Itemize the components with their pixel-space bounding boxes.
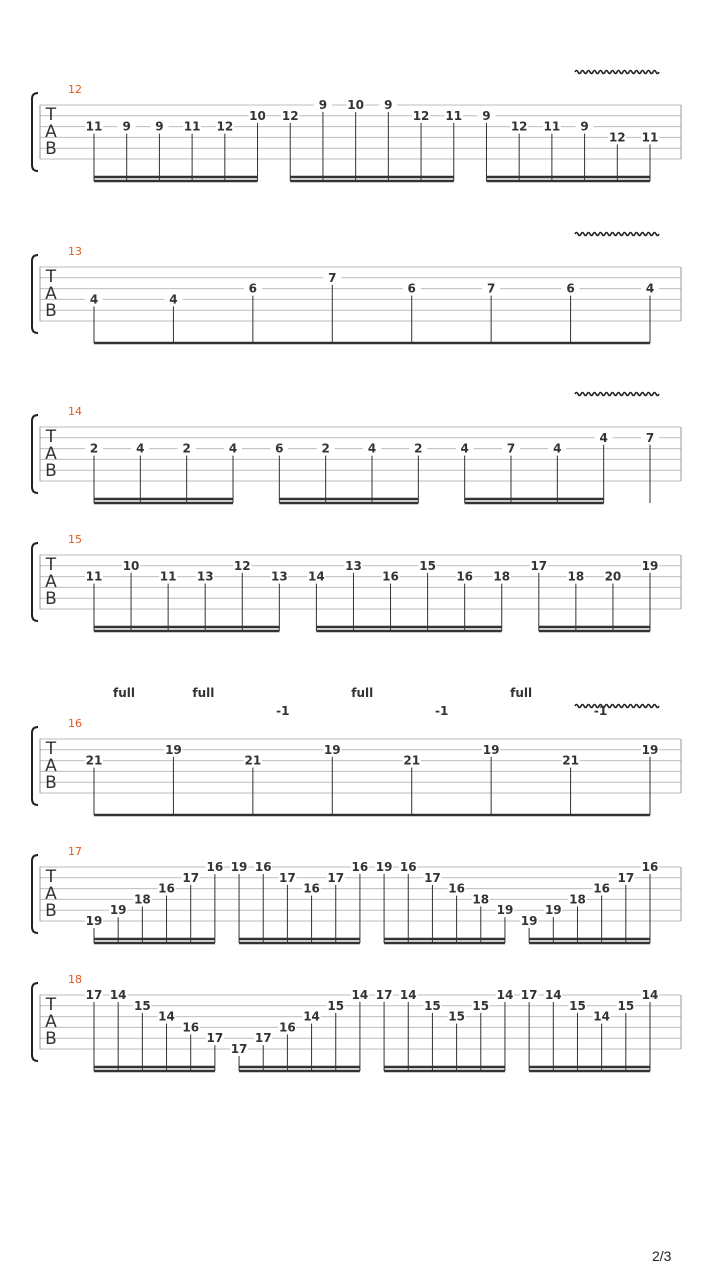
fret-number: 11: [543, 119, 561, 134]
fret-number: 21: [403, 753, 421, 768]
fret-number: 20: [604, 569, 622, 584]
system-bracket: [32, 415, 38, 493]
system-bracket: [32, 727, 38, 805]
tab-clef-letter: A: [45, 122, 57, 142]
fret-number: 17: [520, 988, 538, 1002]
tab-clef-letter: T: [45, 739, 57, 759]
system-bracket: [32, 855, 38, 933]
fret-number: 6: [566, 281, 575, 296]
fret-number: 13: [345, 558, 362, 573]
fret-number: 6: [407, 281, 416, 296]
fret-number: 21: [562, 753, 579, 768]
fret-number: 14: [308, 569, 325, 584]
bend-label: -1: [593, 704, 608, 718]
fret-number: 15: [472, 998, 490, 1013]
fret-number: 10: [122, 558, 140, 573]
fret-number: 18: [567, 569, 585, 584]
fret-number: 19: [641, 558, 659, 573]
fret-number: 17: [254, 1031, 272, 1046]
fret-number: 6: [275, 441, 284, 456]
fret-number: 13: [270, 569, 288, 584]
fret-number: 16: [279, 1020, 296, 1035]
fret-number: 15: [617, 998, 635, 1013]
fret-number: 4: [645, 281, 655, 296]
fret-number: 9: [155, 119, 164, 134]
fret-number: 12: [510, 119, 528, 134]
tab-clef-letter: T: [45, 427, 57, 447]
fret-number: 14: [593, 1009, 611, 1024]
fret-number: 17: [327, 870, 345, 885]
page-number: 2/3: [652, 1248, 672, 1264]
fret-number: 19: [230, 860, 248, 874]
fret-number: 14: [303, 1009, 320, 1024]
fret-number: 9: [580, 119, 589, 134]
fret-number: 15: [448, 1009, 465, 1024]
measure-number: 17: [68, 845, 82, 858]
fret-number: 7: [506, 441, 516, 456]
fret-number: 12: [608, 130, 626, 145]
fret-number: 2: [321, 441, 330, 456]
fret-number: 17: [230, 1042, 248, 1056]
fret-number: 19: [496, 903, 514, 918]
fret-number: 14: [158, 1009, 175, 1024]
fret-number: 12: [216, 119, 234, 134]
measure-number: 18: [68, 973, 82, 986]
fret-number: 14: [399, 988, 417, 1002]
tab-clef-letter: T: [45, 267, 57, 287]
fret-number: 19: [109, 903, 127, 918]
tab-clef-letter: T: [45, 867, 57, 887]
fret-number: 4: [367, 441, 377, 456]
fret-number: 19: [482, 742, 500, 757]
measure-number: 15: [68, 533, 82, 546]
fret-number: 11: [641, 130, 659, 145]
fret-number: 4: [136, 441, 145, 456]
vibrato-mark: [575, 71, 659, 74]
bend-label: full: [351, 686, 374, 700]
tab-clef-letter: A: [45, 284, 57, 304]
fret-number: 18: [493, 569, 511, 584]
tab-clef-letter: B: [45, 139, 57, 159]
fret-number: 19: [520, 914, 538, 928]
fret-number: 19: [375, 860, 393, 874]
fret-number: 12: [412, 108, 430, 123]
fret-number: 11: [445, 108, 463, 123]
tab-clef-letter: B: [45, 1029, 57, 1049]
fret-number: 6: [248, 281, 258, 296]
fret-number: 14: [109, 988, 127, 1002]
fret-number: 19: [544, 903, 562, 918]
fret-number: 19: [323, 742, 341, 757]
fret-number: 11: [183, 119, 201, 134]
fret-number: 17: [279, 870, 296, 885]
fret-number: 7: [486, 281, 496, 296]
fret-number: 13: [196, 569, 214, 584]
tab-clef-letter: B: [45, 589, 57, 609]
fret-number: 14: [496, 988, 514, 1002]
fret-number: 16: [158, 881, 175, 896]
tab-clef-letter: B: [45, 461, 57, 481]
fret-number: 16: [303, 881, 320, 896]
fret-number: 16: [351, 860, 369, 874]
fret-number: 2: [89, 441, 99, 456]
fret-number: 12: [233, 558, 251, 573]
fret-number: 15: [133, 998, 151, 1013]
fret-number: 14: [641, 988, 659, 1002]
fret-number: 16: [399, 860, 417, 874]
system-bracket: [32, 543, 38, 621]
fret-number: 15: [569, 998, 586, 1013]
fret-number: 14: [544, 988, 562, 1002]
fret-number: 18: [133, 892, 151, 907]
fret-number: 12: [281, 108, 299, 123]
fret-number: 17: [85, 988, 103, 1002]
bend-label: -1: [435, 704, 449, 718]
system-bracket: [32, 983, 38, 1061]
system-bracket: [32, 255, 38, 333]
measure-number: 12: [68, 83, 82, 96]
tab-clef-letter: A: [45, 884, 57, 904]
fret-number: 16: [641, 860, 659, 874]
tab-clef-letter: T: [45, 555, 57, 575]
fret-number: 4: [228, 441, 238, 456]
fret-number: 17: [530, 558, 548, 573]
measure-number: 14: [68, 405, 82, 418]
fret-number: 21: [244, 753, 262, 768]
fret-number: 16: [182, 1020, 200, 1035]
fret-number: 4: [89, 292, 99, 307]
fret-number: 14: [351, 988, 369, 1002]
fret-number: 16: [593, 881, 611, 896]
fret-number: 10: [347, 98, 364, 112]
fret-number: 16: [448, 881, 465, 896]
bend-label: full: [192, 686, 215, 700]
fret-number: 4: [460, 441, 469, 456]
measure-number: 16: [68, 717, 82, 730]
fret-number: 15: [424, 998, 441, 1013]
fret-number: 18: [472, 892, 490, 907]
tab-clef-letter: B: [45, 901, 57, 921]
fret-number: 4: [599, 430, 608, 445]
fret-number: 16: [254, 860, 272, 874]
vibrato-mark: [575, 233, 659, 236]
tab-clef-letter: A: [45, 444, 57, 464]
fret-number: 4: [553, 441, 562, 456]
fret-number: 19: [165, 742, 182, 757]
fret-number: 9: [384, 98, 393, 112]
fret-number: 19: [85, 914, 103, 928]
vibrato-mark: [575, 393, 659, 396]
fret-number: 7: [328, 270, 337, 285]
fret-number: 2: [414, 441, 423, 456]
bend-label: full: [113, 686, 135, 700]
fret-number: 15: [419, 558, 436, 573]
system-bracket: [32, 93, 38, 171]
fret-number: 11: [85, 569, 103, 584]
tab-clef-letter: T: [45, 105, 57, 125]
fret-number: 9: [122, 119, 131, 134]
fret-number: 2: [182, 441, 191, 456]
fret-number: 18: [569, 892, 586, 907]
tab-clef-letter: T: [45, 995, 57, 1015]
tab-clef-letter: B: [45, 301, 57, 321]
bend-label: -1: [276, 704, 290, 718]
tab-clef-letter: A: [45, 572, 57, 592]
vibrato-mark: [575, 705, 659, 708]
fret-number: 9: [482, 108, 491, 123]
fret-number: 16: [206, 860, 224, 874]
fret-number: 17: [182, 870, 200, 885]
fret-number: 15: [327, 998, 345, 1013]
fret-number: 16: [382, 569, 399, 584]
fret-number: 7: [645, 430, 655, 445]
fret-number: 21: [85, 753, 103, 768]
measure-number: 13: [68, 245, 82, 258]
fret-number: 17: [617, 870, 635, 885]
tab-clef-letter: A: [45, 1012, 57, 1032]
fret-number: 11: [85, 119, 103, 134]
fret-number: 4: [169, 292, 178, 307]
tab-clef-letter: A: [45, 756, 57, 776]
fret-number: 19: [641, 742, 659, 757]
fret-number: 17: [206, 1031, 224, 1046]
tab-clef-letter: B: [45, 773, 57, 793]
fret-number: 9: [318, 98, 328, 112]
fret-number: 17: [375, 988, 393, 1002]
fret-number: 10: [249, 108, 266, 123]
bend-label: full: [510, 686, 533, 700]
fret-number: 11: [159, 569, 177, 584]
fret-number: 16: [456, 569, 474, 584]
fret-number: 17: [424, 870, 441, 885]
